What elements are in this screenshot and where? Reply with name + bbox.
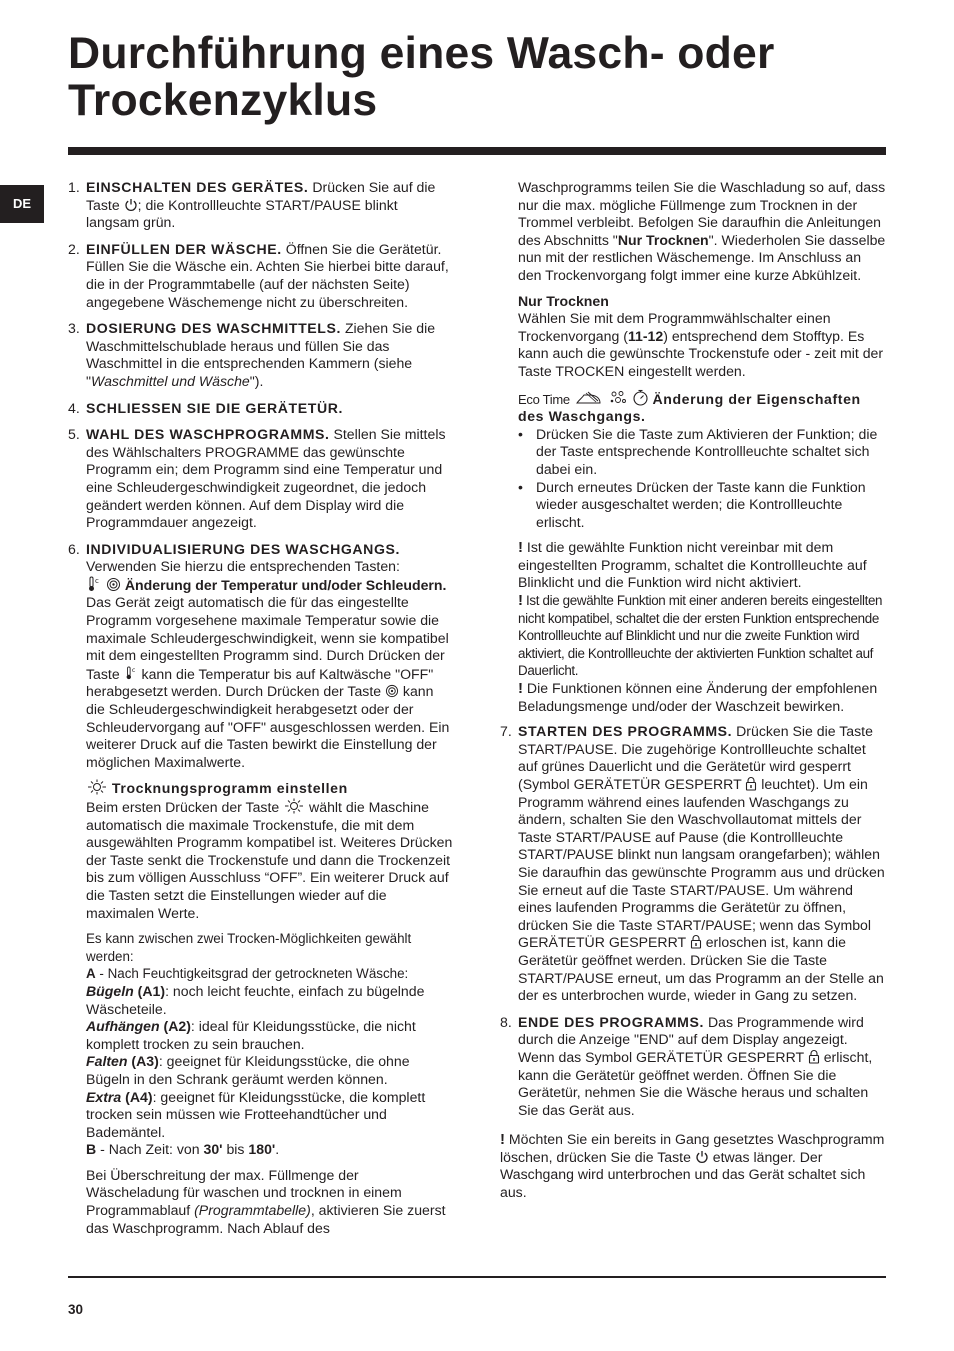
power-icon [695, 1150, 709, 1164]
step-4 [68, 400, 454, 418]
drying-choice-intro: Es kann zwischen zwei Trocken-Möglichkeiten gewählt werden: [86, 931, 412, 964]
step-heading: EINSCHALTEN DES GERÄTES. [86, 179, 309, 195]
only-drying-heading: Nur Trocknen [518, 292, 609, 309]
cancel-program-note: ! Möchten Sie ein bereits in Gang gesetztes Waschprogramm löschen, drücken Sie die Taste etwas länger. Der Waschgang wird unterbrochen und das Gerät schaltet sich aus. [500, 1131, 885, 1201]
step-2: 2. EINFÜLLEN DER WÄSCHE. Öffnen Sie die Gerätetür. Füllen Sie die Wäsche ein. Achten Sie hierbei bitte darauf, die in der Programmtabelle (auf der nächsten Seite) angegebene Wäschemenge nicht zu überschreiten. [68, 240, 449, 310]
overload-note: Bei Überschreitung der max. Füllmenge der Wäscheladung für waschen und trocknen in einem Programmablauf (Programmtabelle), aktivieren Sie zuerst das Waschprogramm. Nach Ablauf des [86, 1166, 446, 1236]
option-a2: Aufhängen (A2): ideal für Kleidungsstücke, die nicht komplett trocken zu sein brauchen. [86, 1018, 416, 1052]
language-tab: DE [0, 185, 44, 223]
iron-icon [574, 390, 604, 406]
title-rule [68, 147, 886, 155]
options-heading-text: Änderung der Eigenschaften des Waschgangs. [518, 390, 861, 425]
stain-icon [608, 390, 628, 406]
step-heading: DOSIERUNG DES WASCHMITTELS. [86, 320, 342, 337]
svg-text:c: c [95, 576, 99, 585]
door-lock-icon [808, 1049, 820, 1064]
title-line-1: Durchführung eines Wasch- oder [68, 29, 775, 78]
step-number: 8. [500, 1013, 512, 1030]
step-number: 3. [68, 320, 80, 337]
step-6-intro: Verwenden Sie hierzu die entsprechenden Tasten: [86, 558, 400, 575]
step-6 [68, 541, 454, 1238]
temperature-icon [124, 665, 138, 681]
step-number: 2. [68, 240, 80, 257]
option-b: B - Nach Zeit: von 30' bis 180'. [86, 1141, 280, 1158]
step-number: 7. [500, 723, 512, 740]
drying-icon [283, 798, 305, 814]
step-number: 6. [68, 540, 80, 557]
options-heading [518, 389, 886, 426]
step-number: 4. [68, 399, 80, 416]
spin-icon [106, 577, 121, 592]
warning-2: ! Ist die gewählte Funktion mit einer anderen bereits eingestellten nicht kompatibel, schaltet die der ersten Funktion entsprechende Kontrollleuchte auf Blinklicht und nur die zweite Funktion wird aktiviert, die Kontrollleuchte der aktivierten Funktion schaltet auf Dauerlicht. [518, 592, 883, 679]
only-drying-text: Wählen Sie mit dem Programmwählschalter einen Trockenvorgang (11-12) entsprechend dem Stofftyp. Es kann auch die gewünschte Trockenstufe oder - zeit mit der Taste TROCKEN eingestellt werden. [518, 310, 884, 379]
left-column [68, 179, 454, 1246]
step-3: 3. DOSIERUNG DES WASCHMITTELS. Ziehen Sie die Waschmittelschublade heraus und füllen Sie das Waschmittel in die entsprechenden Kammern (siehe "Waschmittel und Wäsche"). [68, 320, 436, 389]
step-number: 1. [68, 179, 80, 195]
option-a3: Falten (A3): geeignet für Kleidungsstücke, die ohne Bügeln in den Schrank geräumt werden können. [86, 1053, 410, 1087]
options-bullet: • Drücken Sie die Taste zum Aktivieren der Funktion; die der Taste entsprechende Kontrollleuchte schaltet sich dabei ein. [518, 425, 878, 477]
step-heading: STARTEN DES PROGRAMMS. [518, 723, 733, 740]
timer-icon [632, 389, 649, 406]
svg-text:c: c [131, 666, 135, 674]
page-title [68, 30, 908, 124]
step-number: 5. [68, 426, 80, 443]
temperature-icon [86, 576, 102, 592]
step-8: 8. ENDE DES PROGRAMMS. Das Programmende wird durch die Anzeige "END" auf dem Display angezeigt. Wenn das Symbol GERÄTETÜR GESPERRT erlischt, kann die Gerätetür geöffnet werden. Öffnen Sie die Gerätetür, nehmen Sie die Wäsche heraus und schalten Sie das Gerät aus. [500, 1013, 873, 1118]
door-lock-icon [690, 934, 702, 949]
step-6-continued [500, 179, 886, 715]
drying-text: Beim ersten Drücken der Taste wählt die Maschine automatisch die maximale Trockenstufe, die mit dem ausgewählten Programm kompatibel ist. Weiteres Drücken der Taste senkt die Trockenstufe und dann die Trockenzeit bis zum völligen Ausschluss “OFF”. Ein weiterer Druck auf die Tasten setzt die Einstellungen wieder auf die maximalen Werte. [86, 799, 453, 921]
option-a: A - Nach Feuchtigkeitsgrad der getrockneten Wäsche: [86, 966, 409, 982]
drying-heading: Trocknungsprogramm einstellen [111, 780, 348, 797]
warning-1: ! Ist die gewählte Funktion nicht vereinbar mit dem eingestellten Programm, schaltet die Kontrollleuchte auf Blinklicht und die Funktion wird nicht aktiviert. [518, 539, 867, 591]
drying-section-heading [86, 779, 454, 798]
temperature-spin-section: c Änderung der Temperatur und/oder Schleudern. Das Gerät zeigt automatisch die für das eingestellte Programm vorgesehene maximale Temperatur sowie die maximale Schleudergeschwindigkeit, wenn sie kompatibel mit dem eingestellten Programm sind. Durch Drücken der Taste c kann die Temperatur bis auf Kaltwäsche "OFF" herabgesetzt werden. Durch Drücken der Taste kann die Schleudergeschwindigkeit herabgesetzt oder der Schleudervorgang auf "OFF" ausgeschlossen werden. Ein weiterer Druck auf die Tasten bewirkt die Einstellung der möglichen Maximalwerte. [86, 576, 450, 770]
spin-icon [385, 684, 399, 698]
right-column [500, 179, 886, 1202]
step-heading: WAHL DES WASCHPROGRAMMS. [86, 426, 330, 443]
step-7: 7. STARTEN DES PROGRAMMS. Drücken Sie die Taste START/PAUSE. Die zugehörige Kontrollleuchte schaltet auf grünes Dauerlicht und die Gerätetür wird gesperrt (Symbol GERÄTETÜR GESPERRT leuchtet). Um ein Programm während eines laufenden Waschgangs zu ändern, schalten Sie den Waschvollautomat mittels der Taste START/PAUSE auf Pause (die Kontrollleuchte START/PAUSE blinkt nun langsam orangefarben); wählen Sie daraufhin das gewünschte Programm aus und drücken Sie erneut auf die Taste START/PAUSE. Um während eines laufenden Programms die Gerätetür zu öffnen, drücken Sie die Taste START/PAUSE; wenn das Symbol GERÄTETÜR GESPERRT erloschen ist, kann die Gerätetür geöffnet werden. Drücken Sie die Taste START/PAUSE erneut, um das Programm an der Stelle an der es unterbrochen wurde, wieder in Gang zu setzen. [500, 723, 885, 1004]
temperature-spin-heading: Änderung der Temperatur und/oder Schleudern. [124, 576, 447, 593]
step-heading: SCHLIESSEN SIE DIE GERÄTETÜR. [86, 399, 344, 416]
title-line-2: Trockenzyklus [68, 76, 378, 125]
options-bullet: • Durch erneutes Drücken der Taste kann die Funktion wieder ausgeschaltet werden; die Kontrollleuchte erlischt. [518, 478, 866, 530]
drying-icon [86, 779, 108, 795]
overload-note-continued: Waschprogramms teilen Sie die Waschladung so auf, dass nur die max. mögliche Füllmenge zum Trocknen in der Trommel verbleibt. Befolgen Sie daraufhin die Anleitungen des Abschnitts "Nur Trocknen". Wiederholen Sie dasselbe nun mit der restlichen Wäschemenge. Im Anschluss an den Trockenvorgang folgt immer eine kurze Abkühlzeit. [518, 179, 886, 283]
option-a4: Extra (A4): geeignet für Kleidungsstücke, die komplett trocken sein müssen wie Frotteehandtücher und Bademäntel. [86, 1088, 426, 1140]
step-1: 1. EINSCHALTEN DES GERÄTES. Drücken Sie auf die Taste ; die Kontrollleuchte START/PAUSE blinkt langsam grün. [68, 179, 436, 231]
option-a1: Bügeln (A1): noch leicht feuchte, einfach zu bügelnde Wäscheteile. [86, 982, 425, 1017]
door-lock-icon [745, 776, 757, 791]
power-icon [124, 198, 138, 212]
footer-rule [68, 1276, 886, 1278]
step-heading: EINFÜLLEN DER WÄSCHE. [86, 240, 282, 257]
page-number: 30 [68, 1302, 84, 1317]
ecotime-icon: Eco Time [518, 391, 570, 407]
warning-3: ! Die Funktionen können eine Änderung der empfohlenen Beladungsmenge und/oder der Waschzeit bewirken. [518, 680, 878, 714]
step-heading: ENDE DES PROGRAMMS. [518, 1013, 705, 1030]
step-5: 5. WAHL DES WASCHPROGRAMMS. Stellen Sie mittels des Wählschalters PROGRAMME das gewünschte Programm ein; dem Programm sind eine Temperatur und eine Schleudergeschwindigkeit zugeordnet, die jedoch geändert werden können. Auf dem Display wird die Programmdauer angezeigt. [68, 426, 446, 531]
step-heading: INDIVIDUALISIERUNG DES WASCHGANGS. [86, 540, 401, 557]
